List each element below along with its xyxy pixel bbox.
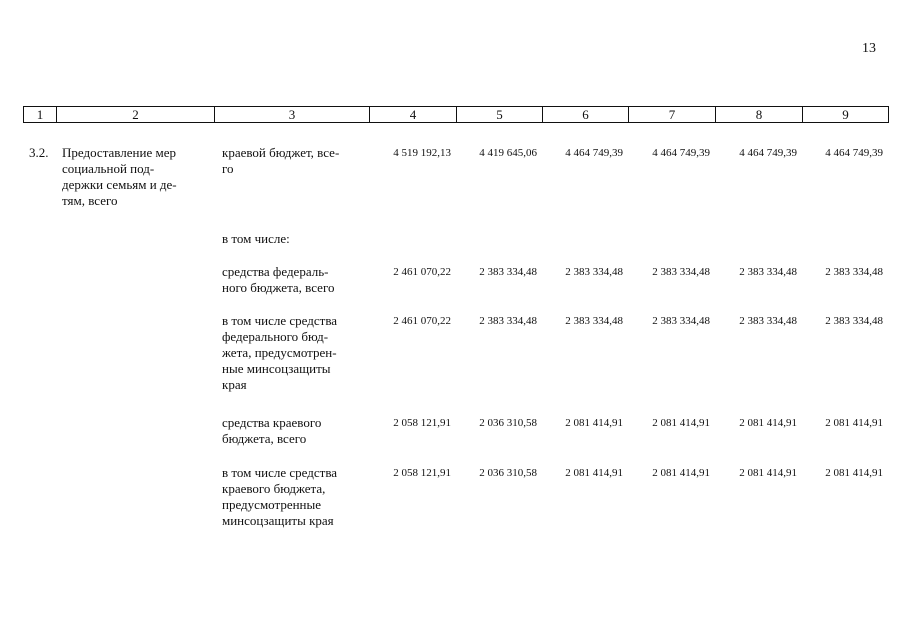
value-cell: 2 081 414,91 [652, 467, 710, 479]
value-cell: 4 519 192,13 [393, 147, 451, 159]
value-cell: 2 383 334,48 [565, 315, 623, 327]
column-header: 8 [716, 107, 803, 123]
line-label-text: в том числе средства [222, 465, 338, 480]
value-cell: 2 383 334,48 [825, 315, 883, 327]
value-cell: 2 383 334,48 [479, 315, 537, 327]
value-cell: 2 081 414,91 [652, 417, 710, 429]
value-cell: 2 383 334,48 [479, 266, 537, 278]
line-label-text: в том числе: [222, 231, 290, 246]
row-title-line: социальной под- [62, 161, 155, 176]
value-cell: 2 081 414,91 [565, 467, 623, 479]
value-cell: 2 081 414,91 [739, 417, 797, 429]
line-label [222, 145, 363, 177]
line-label-text: жета, предусмотрен- [222, 345, 337, 360]
value-cell: 4 464 749,39 [652, 147, 710, 159]
line-label-text: ные минсоцзащиты [222, 361, 331, 376]
line-label-text: краевой бюджет, все- [222, 145, 340, 160]
line-label-text: средства федераль- [222, 264, 329, 279]
line-label-text: предусмотренные [222, 497, 322, 512]
line-label [222, 313, 363, 393]
line-label [222, 231, 363, 247]
line-label-text: ного бюджета, всего [222, 280, 335, 295]
column-header: 4 [370, 107, 457, 123]
line-label-text: краевого бюджета, [222, 481, 326, 496]
value-cell: 2 461 070,22 [393, 315, 451, 327]
column-header: 3 [215, 107, 370, 123]
value-cell: 2 461 070,22 [393, 266, 451, 278]
value-cell: 2 383 334,48 [565, 266, 623, 278]
column-header-table [23, 106, 889, 123]
value-cell: 2 058 121,91 [393, 467, 451, 479]
value-cell: 2 036 310,58 [479, 417, 537, 429]
line-label-text: федерального бюд- [222, 329, 329, 344]
row-title-line: держки семьям и де- [62, 177, 177, 192]
value-cell: 2 383 334,48 [825, 266, 883, 278]
column-header: 2 [57, 107, 215, 123]
line-label-text: бюджета, всего [222, 431, 307, 446]
row-title-line: Предоставление мер [62, 145, 176, 160]
line-label-text: средства краевого [222, 415, 322, 430]
value-cell: 2 081 414,91 [739, 467, 797, 479]
line-label [222, 264, 363, 296]
value-cell: 2 383 334,48 [739, 315, 797, 327]
column-header: 5 [457, 107, 543, 123]
value-cell: 4 464 749,39 [825, 147, 883, 159]
value-cell: 4 464 749,39 [565, 147, 623, 159]
value-cell: 2 383 334,48 [739, 266, 797, 278]
column-header: 7 [629, 107, 716, 123]
line-label-text: го [222, 161, 234, 176]
column-header: 6 [543, 107, 629, 123]
column-header: 9 [803, 107, 889, 123]
value-cell: 2 081 414,91 [565, 417, 623, 429]
line-label-text: края [222, 377, 247, 392]
value-cell: 2 081 414,91 [825, 467, 883, 479]
column-header: 1 [24, 107, 57, 123]
row-title-line: тям, всего [62, 193, 118, 208]
value-cell: 2 058 121,91 [393, 417, 451, 429]
line-label-text: минсоцзащиты края [222, 513, 334, 528]
line-label [222, 415, 363, 447]
row-title [62, 145, 212, 209]
value-cell: 4 464 749,39 [739, 147, 797, 159]
row-number: 3.2. [29, 145, 49, 160]
value-cell: 2 081 414,91 [825, 417, 883, 429]
value-cell: 2 036 310,58 [479, 467, 537, 479]
line-label [222, 465, 363, 529]
value-cell: 2 383 334,48 [652, 315, 710, 327]
value-cell: 4 419 645,06 [479, 147, 537, 159]
line-label-text: в том числе средства [222, 313, 338, 328]
value-cell: 2 383 334,48 [652, 266, 710, 278]
page-number: 13 [862, 41, 876, 56]
